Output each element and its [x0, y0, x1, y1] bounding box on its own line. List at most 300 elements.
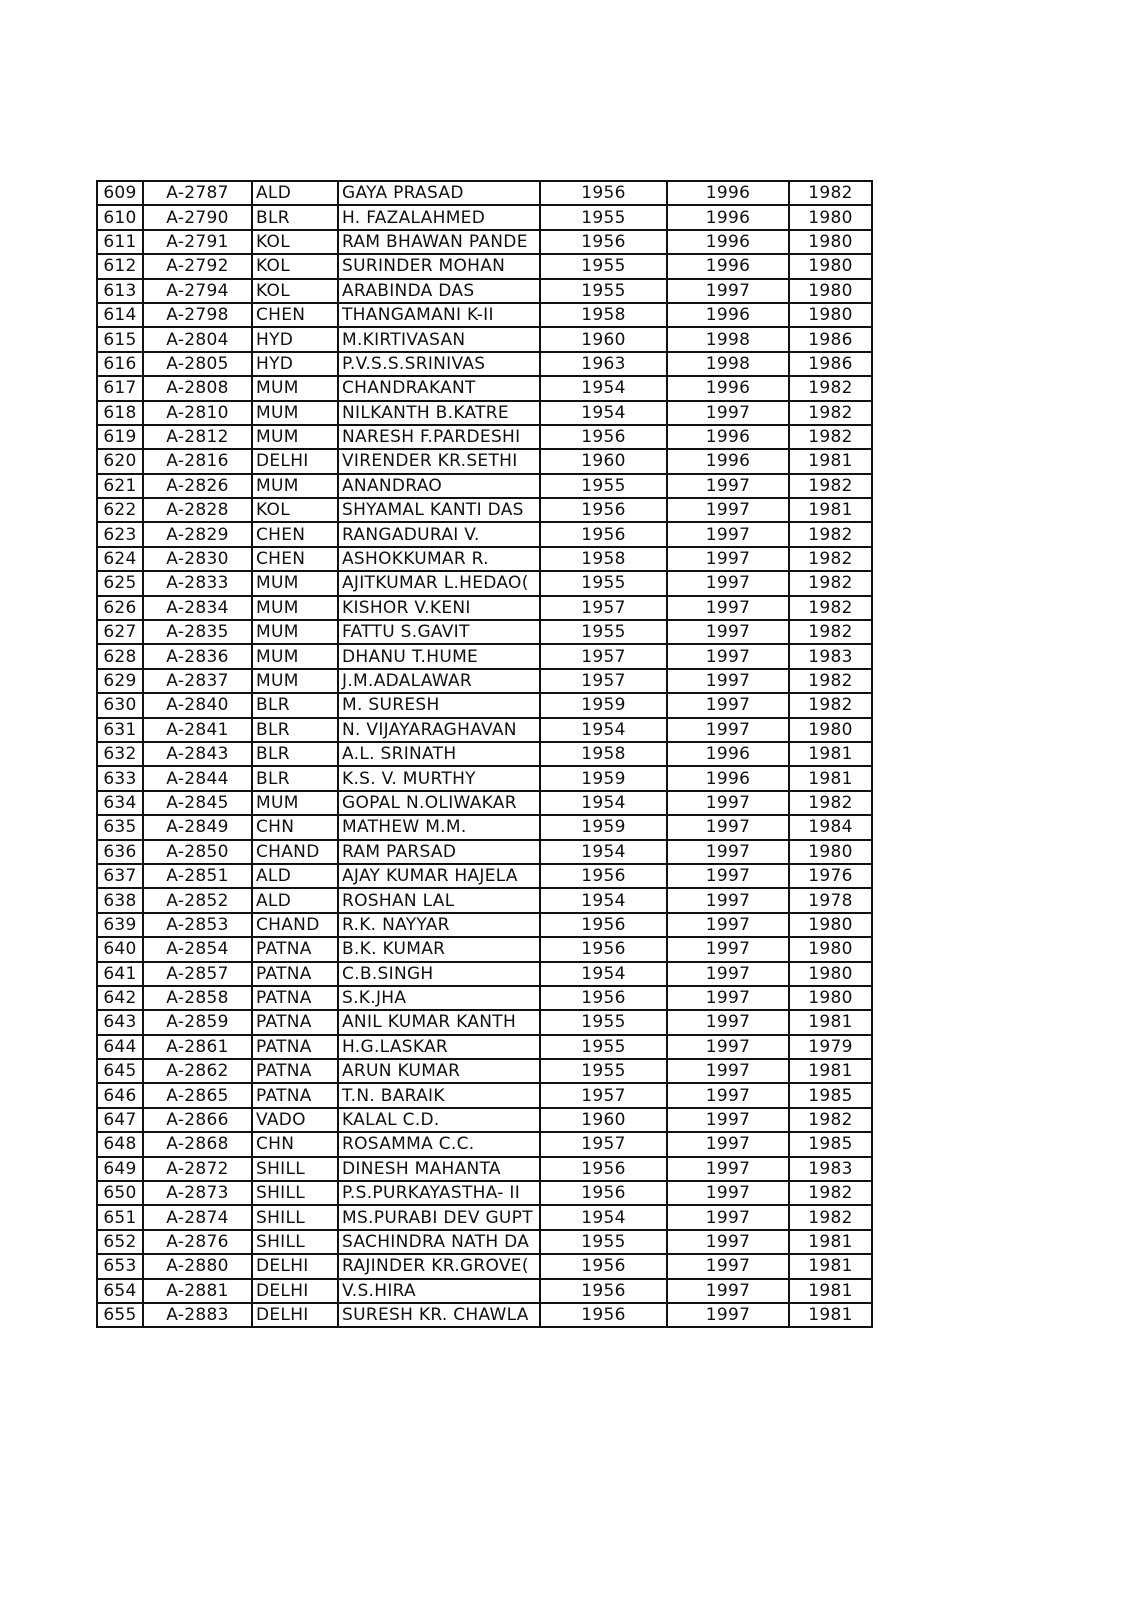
table-row	[97, 596, 872, 620]
birth-year-cell: 1955	[540, 571, 667, 595]
station-cell: CHEN	[252, 522, 338, 546]
qualifying-year-cell: 1986	[789, 327, 872, 351]
station-cell: HYD	[252, 327, 338, 351]
station-cell: ALD	[252, 864, 338, 888]
serial-number-cell: 636	[97, 840, 143, 864]
birth-year-cell: 1956	[540, 1181, 667, 1205]
station-cell: KOL	[252, 498, 338, 522]
joining-year-cell: 1998	[667, 327, 789, 351]
birth-year-cell: 1959	[540, 766, 667, 790]
joining-year-cell: 1997	[667, 1108, 789, 1132]
station-cell: ALD	[252, 888, 338, 912]
birth-year-cell: 1959	[540, 693, 667, 717]
joining-year-cell: 1996	[667, 303, 789, 327]
qualifying-year-cell: 1980	[789, 840, 872, 864]
station-cell: BLR	[252, 718, 338, 742]
station-cell: DELHI	[252, 449, 338, 473]
birth-year-cell: 1957	[540, 669, 667, 693]
employee-name-cell: MATHEW M.M.	[338, 815, 540, 839]
staff-code-cell: A-2861	[143, 1035, 252, 1059]
joining-year-cell: 1997	[667, 718, 789, 742]
birth-year-cell: 1955	[540, 254, 667, 278]
employee-name-cell: DINESH MAHANTA	[338, 1157, 540, 1181]
qualifying-year-cell: 1980	[789, 718, 872, 742]
employee-name-cell: MS.PURABI DEV GUPT	[338, 1205, 540, 1229]
joining-year-cell: 1997	[667, 547, 789, 571]
employee-name-cell: NILKANTH B.KATRE	[338, 401, 540, 425]
employee-name-cell: RAM BHAWAN PANDE	[338, 230, 540, 254]
station-cell: DELHI	[252, 1254, 338, 1278]
qualifying-year-cell: 1980	[789, 230, 872, 254]
serial-number-cell: 633	[97, 766, 143, 790]
serial-number-cell: 654	[97, 1279, 143, 1303]
employee-name-cell: ARABINDA DAS	[338, 279, 540, 303]
serial-number-cell: 612	[97, 254, 143, 278]
employee-name-cell: ANIL KUMAR KANTH	[338, 1010, 540, 1034]
table-row	[97, 913, 872, 937]
serial-number-cell: 622	[97, 498, 143, 522]
station-cell: MUM	[252, 425, 338, 449]
station-cell: PATNA	[252, 1035, 338, 1059]
serial-number-cell: 614	[97, 303, 143, 327]
qualifying-year-cell: 1981	[789, 449, 872, 473]
serial-number-cell: 613	[97, 279, 143, 303]
employee-name-cell: KALAL C.D.	[338, 1108, 540, 1132]
employee-name-cell: FATTU S.GAVIT	[338, 620, 540, 644]
table-row	[97, 986, 872, 1010]
serial-number-cell: 650	[97, 1181, 143, 1205]
birth-year-cell: 1957	[540, 596, 667, 620]
staff-code-cell: A-2873	[143, 1181, 252, 1205]
serial-number-cell: 629	[97, 669, 143, 693]
qualifying-year-cell: 1981	[789, 1230, 872, 1254]
serial-number-cell: 641	[97, 962, 143, 986]
staff-code-cell: A-2837	[143, 669, 252, 693]
staff-code-cell: A-2862	[143, 1059, 252, 1083]
table-row	[97, 449, 872, 473]
joining-year-cell: 1997	[667, 1205, 789, 1229]
station-cell: MUM	[252, 596, 338, 620]
table-row	[97, 693, 872, 717]
joining-year-cell: 1997	[667, 888, 789, 912]
staff-code-cell: A-2830	[143, 547, 252, 571]
qualifying-year-cell: 1980	[789, 962, 872, 986]
birth-year-cell: 1956	[540, 1303, 667, 1327]
joining-year-cell: 1997	[667, 1132, 789, 1156]
serial-number-cell: 628	[97, 644, 143, 668]
serial-number-cell: 655	[97, 1303, 143, 1327]
staff-code-cell: A-2828	[143, 498, 252, 522]
qualifying-year-cell: 1982	[789, 669, 872, 693]
employee-name-cell: H.G.LASKAR	[338, 1035, 540, 1059]
qualifying-year-cell: 1982	[789, 596, 872, 620]
table-row	[97, 1303, 872, 1327]
staff-code-cell: A-2791	[143, 230, 252, 254]
station-cell: ALD	[252, 181, 338, 205]
station-cell: DELHI	[252, 1279, 338, 1303]
staff-code-cell: A-2865	[143, 1083, 252, 1107]
birth-year-cell: 1956	[540, 498, 667, 522]
joining-year-cell: 1996	[667, 254, 789, 278]
table-row	[97, 571, 872, 595]
joining-year-cell: 1997	[667, 1254, 789, 1278]
birth-year-cell: 1958	[540, 547, 667, 571]
employee-name-cell: K.S. V. MURTHY	[338, 766, 540, 790]
station-cell: BLR	[252, 205, 338, 229]
qualifying-year-cell: 1981	[789, 1303, 872, 1327]
station-cell: BLR	[252, 766, 338, 790]
birth-year-cell: 1956	[540, 425, 667, 449]
joining-year-cell: 1997	[667, 1279, 789, 1303]
birth-year-cell: 1954	[540, 1205, 667, 1229]
qualifying-year-cell: 1978	[789, 888, 872, 912]
table-row	[97, 1035, 872, 1059]
joining-year-cell: 1996	[667, 230, 789, 254]
station-cell: PATNA	[252, 986, 338, 1010]
staff-code-cell: A-2850	[143, 840, 252, 864]
employee-name-cell: RANGADURAI V.	[338, 522, 540, 546]
table-row	[97, 352, 872, 376]
table-row	[97, 815, 872, 839]
employee-name-cell: P.S.PURKAYASTHA- II	[338, 1181, 540, 1205]
station-cell: MUM	[252, 669, 338, 693]
joining-year-cell: 1996	[667, 766, 789, 790]
joining-year-cell: 1997	[667, 1083, 789, 1107]
employee-name-cell: ANANDRAO	[338, 474, 540, 498]
birth-year-cell: 1957	[540, 1132, 667, 1156]
birth-year-cell: 1956	[540, 181, 667, 205]
employee-name-cell: SURESH KR. CHAWLA	[338, 1303, 540, 1327]
employee-name-cell: SACHINDRA NATH DA	[338, 1230, 540, 1254]
qualifying-year-cell: 1982	[789, 791, 872, 815]
joining-year-cell: 1997	[667, 620, 789, 644]
birth-year-cell: 1959	[540, 815, 667, 839]
joining-year-cell: 1997	[667, 1230, 789, 1254]
station-cell: KOL	[252, 254, 338, 278]
table-row	[97, 1230, 872, 1254]
table-row	[97, 888, 872, 912]
station-cell: CHEN	[252, 303, 338, 327]
joining-year-cell: 1997	[667, 1035, 789, 1059]
table-row	[97, 1181, 872, 1205]
table-row	[97, 230, 872, 254]
serial-number-cell: 621	[97, 474, 143, 498]
qualifying-year-cell: 1982	[789, 1205, 872, 1229]
staff-code-cell: A-2881	[143, 1279, 252, 1303]
table-row	[97, 425, 872, 449]
staff-code-cell: A-2872	[143, 1157, 252, 1181]
joining-year-cell: 1996	[667, 425, 789, 449]
employee-name-cell: C.B.SINGH	[338, 962, 540, 986]
station-cell: CHEN	[252, 547, 338, 571]
serial-number-cell: 635	[97, 815, 143, 839]
birth-year-cell: 1956	[540, 1254, 667, 1278]
joining-year-cell: 1996	[667, 376, 789, 400]
birth-year-cell: 1956	[540, 986, 667, 1010]
joining-year-cell: 1997	[667, 1010, 789, 1034]
qualifying-year-cell: 1983	[789, 644, 872, 668]
joining-year-cell: 1997	[667, 1059, 789, 1083]
serial-number-cell: 634	[97, 791, 143, 815]
table-row	[97, 474, 872, 498]
station-cell: VADO	[252, 1108, 338, 1132]
birth-year-cell: 1955	[540, 1230, 667, 1254]
employee-name-cell: SHYAMAL KANTI DAS	[338, 498, 540, 522]
staff-code-cell: A-2798	[143, 303, 252, 327]
employee-name-cell: RAJINDER KR.GROVE(	[338, 1254, 540, 1278]
serial-number-cell: 639	[97, 913, 143, 937]
table-row	[97, 327, 872, 351]
qualifying-year-cell: 1981	[789, 1010, 872, 1034]
joining-year-cell: 1996	[667, 181, 789, 205]
station-cell: MUM	[252, 791, 338, 815]
station-cell: CHN	[252, 815, 338, 839]
station-cell: MUM	[252, 644, 338, 668]
qualifying-year-cell: 1980	[789, 254, 872, 278]
qualifying-year-cell: 1982	[789, 1108, 872, 1132]
station-cell: KOL	[252, 230, 338, 254]
roster-body	[97, 181, 872, 1327]
staff-code-cell: A-2852	[143, 888, 252, 912]
serial-number-cell: 637	[97, 864, 143, 888]
station-cell: MUM	[252, 401, 338, 425]
birth-year-cell: 1954	[540, 840, 667, 864]
table-row	[97, 1010, 872, 1034]
qualifying-year-cell: 1982	[789, 425, 872, 449]
joining-year-cell: 1998	[667, 352, 789, 376]
station-cell: KOL	[252, 279, 338, 303]
joining-year-cell: 1997	[667, 498, 789, 522]
qualifying-year-cell: 1982	[789, 376, 872, 400]
qualifying-year-cell: 1982	[789, 547, 872, 571]
table-row	[97, 644, 872, 668]
employee-name-cell: SURINDER MOHAN	[338, 254, 540, 278]
serial-number-cell: 617	[97, 376, 143, 400]
employee-name-cell: ASHOKKUMAR R.	[338, 547, 540, 571]
serial-number-cell: 649	[97, 1157, 143, 1181]
employee-name-cell: V.S.HIRA	[338, 1279, 540, 1303]
table-row	[97, 1108, 872, 1132]
qualifying-year-cell: 1984	[789, 815, 872, 839]
employee-name-cell: VIRENDER KR.SETHI	[338, 449, 540, 473]
birth-year-cell: 1956	[540, 230, 667, 254]
birth-year-cell: 1956	[540, 937, 667, 961]
joining-year-cell: 1997	[667, 1303, 789, 1327]
staff-code-cell: A-2790	[143, 205, 252, 229]
employee-name-cell: ARUN KUMAR	[338, 1059, 540, 1083]
station-cell: DELHI	[252, 1303, 338, 1327]
birth-year-cell: 1954	[540, 718, 667, 742]
birth-year-cell: 1960	[540, 327, 667, 351]
qualifying-year-cell: 1980	[789, 303, 872, 327]
staff-code-cell: A-2826	[143, 474, 252, 498]
station-cell: SHILL	[252, 1157, 338, 1181]
qualifying-year-cell: 1985	[789, 1132, 872, 1156]
table-row	[97, 620, 872, 644]
joining-year-cell: 1996	[667, 449, 789, 473]
station-cell: SHILL	[252, 1230, 338, 1254]
qualifying-year-cell: 1982	[789, 522, 872, 546]
birth-year-cell: 1956	[540, 522, 667, 546]
staff-code-cell: A-2883	[143, 1303, 252, 1327]
joining-year-cell: 1997	[667, 644, 789, 668]
table-row	[97, 864, 872, 888]
qualifying-year-cell: 1980	[789, 913, 872, 937]
employee-name-cell: AJITKUMAR L.HEDAO(	[338, 571, 540, 595]
birth-year-cell: 1960	[540, 1108, 667, 1132]
qualifying-year-cell: 1982	[789, 693, 872, 717]
serial-number-cell: 620	[97, 449, 143, 473]
table-row	[97, 401, 872, 425]
serial-number-cell: 626	[97, 596, 143, 620]
qualifying-year-cell: 1982	[789, 571, 872, 595]
qualifying-year-cell: 1980	[789, 279, 872, 303]
table-row	[97, 1205, 872, 1229]
birth-year-cell: 1954	[540, 888, 667, 912]
serial-number-cell: 624	[97, 547, 143, 571]
birth-year-cell: 1955	[540, 205, 667, 229]
staff-code-cell: A-2858	[143, 986, 252, 1010]
serial-number-cell: 611	[97, 230, 143, 254]
table-row	[97, 1059, 872, 1083]
qualifying-year-cell: 1976	[789, 864, 872, 888]
table-row	[97, 766, 872, 790]
table-row	[97, 791, 872, 815]
qualifying-year-cell: 1981	[789, 1059, 872, 1083]
qualifying-year-cell: 1982	[789, 474, 872, 498]
joining-year-cell: 1997	[667, 840, 789, 864]
employee-name-cell: GAYA PRASAD	[338, 181, 540, 205]
employee-name-cell: M.KIRTIVASAN	[338, 327, 540, 351]
birth-year-cell: 1955	[540, 1059, 667, 1083]
table-row	[97, 1279, 872, 1303]
serial-number-cell: 609	[97, 181, 143, 205]
station-cell: MUM	[252, 571, 338, 595]
serial-number-cell: 651	[97, 1205, 143, 1229]
serial-number-cell: 619	[97, 425, 143, 449]
qualifying-year-cell: 1983	[789, 1157, 872, 1181]
birth-year-cell: 1957	[540, 644, 667, 668]
staff-code-cell: A-2866	[143, 1108, 252, 1132]
serial-number-cell: 652	[97, 1230, 143, 1254]
station-cell: SHILL	[252, 1181, 338, 1205]
employee-name-cell: CHANDRAKANT	[338, 376, 540, 400]
staff-code-cell: A-2834	[143, 596, 252, 620]
staff-code-cell: A-2853	[143, 913, 252, 937]
qualifying-year-cell: 1980	[789, 937, 872, 961]
birth-year-cell: 1955	[540, 474, 667, 498]
table-row	[97, 1254, 872, 1278]
birth-year-cell: 1960	[540, 449, 667, 473]
qualifying-year-cell: 1982	[789, 401, 872, 425]
station-cell: BLR	[252, 742, 338, 766]
qualifying-year-cell: 1980	[789, 986, 872, 1010]
joining-year-cell: 1997	[667, 986, 789, 1010]
qualifying-year-cell: 1981	[789, 1254, 872, 1278]
station-cell: CHAND	[252, 913, 338, 937]
joining-year-cell: 1997	[667, 864, 789, 888]
employee-name-cell: A.L. SRINATH	[338, 742, 540, 766]
staff-code-cell: A-2843	[143, 742, 252, 766]
staff-code-cell: A-2835	[143, 620, 252, 644]
staff-code-cell: A-2792	[143, 254, 252, 278]
station-cell: MUM	[252, 376, 338, 400]
joining-year-cell: 1997	[667, 913, 789, 937]
serial-number-cell: 627	[97, 620, 143, 644]
birth-year-cell: 1958	[540, 742, 667, 766]
employee-name-cell: GOPAL N.OLIWAKAR	[338, 791, 540, 815]
staff-code-cell: A-2816	[143, 449, 252, 473]
staff-code-cell: A-2810	[143, 401, 252, 425]
serial-number-cell: 623	[97, 522, 143, 546]
serial-number-cell: 642	[97, 986, 143, 1010]
serial-number-cell: 638	[97, 888, 143, 912]
employee-name-cell: S.K.JHA	[338, 986, 540, 1010]
table-row	[97, 547, 872, 571]
station-cell: PATNA	[252, 962, 338, 986]
employee-name-cell: AJAY KUMAR HAJELA	[338, 864, 540, 888]
station-cell: PATNA	[252, 1083, 338, 1107]
station-cell: PATNA	[252, 937, 338, 961]
table-row	[97, 1157, 872, 1181]
station-cell: MUM	[252, 620, 338, 644]
joining-year-cell: 1997	[667, 596, 789, 620]
staff-code-cell: A-2804	[143, 327, 252, 351]
staff-code-cell: A-2840	[143, 693, 252, 717]
table-row	[97, 742, 872, 766]
staff-code-cell: A-2841	[143, 718, 252, 742]
birth-year-cell: 1963	[540, 352, 667, 376]
joining-year-cell: 1997	[667, 522, 789, 546]
table-row	[97, 718, 872, 742]
employee-name-cell: RAM PARSAD	[338, 840, 540, 864]
roster-table	[96, 180, 873, 1328]
table-row	[97, 498, 872, 522]
table-row	[97, 937, 872, 961]
staff-code-cell: A-2833	[143, 571, 252, 595]
staff-code-cell: A-2868	[143, 1132, 252, 1156]
employee-name-cell: ROSAMMA C.C.	[338, 1132, 540, 1156]
qualifying-year-cell: 1980	[789, 205, 872, 229]
staff-code-cell: A-2845	[143, 791, 252, 815]
joining-year-cell: 1997	[667, 279, 789, 303]
joining-year-cell: 1997	[667, 937, 789, 961]
serial-number-cell: 647	[97, 1108, 143, 1132]
staff-code-cell: A-2854	[143, 937, 252, 961]
table-row	[97, 1132, 872, 1156]
joining-year-cell: 1997	[667, 815, 789, 839]
qualifying-year-cell: 1982	[789, 181, 872, 205]
station-cell: BLR	[252, 693, 338, 717]
birth-year-cell: 1956	[540, 913, 667, 937]
joining-year-cell: 1996	[667, 205, 789, 229]
staff-code-cell: A-2876	[143, 1230, 252, 1254]
employee-name-cell: P.V.S.S.SRINIVAS	[338, 352, 540, 376]
employee-name-cell: H. FAZALAHMED	[338, 205, 540, 229]
birth-year-cell: 1955	[540, 1010, 667, 1034]
serial-number-cell: 632	[97, 742, 143, 766]
staff-code-cell: A-2874	[143, 1205, 252, 1229]
serial-number-cell: 644	[97, 1035, 143, 1059]
joining-year-cell: 1997	[667, 669, 789, 693]
employee-name-cell: DHANU T.HUME	[338, 644, 540, 668]
birth-year-cell: 1956	[540, 1157, 667, 1181]
staff-code-cell: A-2829	[143, 522, 252, 546]
serial-number-cell: 643	[97, 1010, 143, 1034]
serial-number-cell: 616	[97, 352, 143, 376]
station-cell: CHAND	[252, 840, 338, 864]
qualifying-year-cell: 1982	[789, 1181, 872, 1205]
